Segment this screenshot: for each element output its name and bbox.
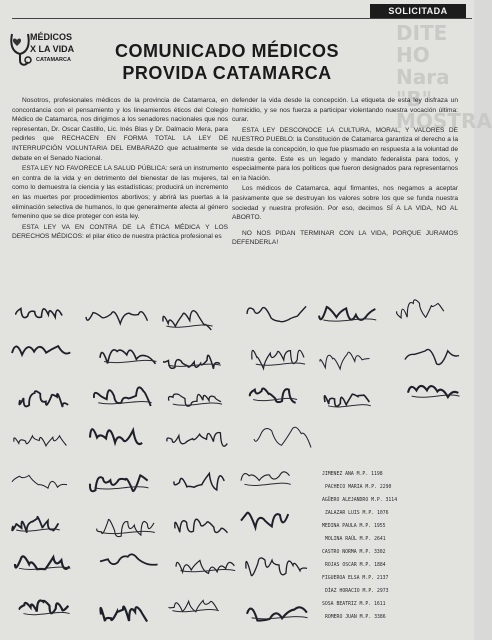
- signature: [18, 383, 72, 411]
- signature: [245, 598, 311, 624]
- handwritten-entry: MEDINA PAULA M.P. 1955: [322, 524, 386, 529]
- signature: [318, 343, 373, 374]
- headline-line-2: PROVIDA CATAMARCA: [122, 63, 332, 83]
- signature-scribble: [18, 383, 72, 411]
- signature: [18, 593, 72, 620]
- handwritten-entry: JIMENEZ ANA M.P. 1198: [322, 472, 383, 477]
- header-rule: [12, 18, 472, 19]
- signature: [12, 427, 70, 452]
- signature-scribble: [245, 298, 310, 325]
- logo-line-3: CATAMARCA: [36, 57, 71, 63]
- signature: [167, 593, 221, 616]
- body-paragraph: ESTA LEY DESCONOCE LA CULTURA, MORAL, Y VALORES DE NUESTRO PUEBLO: la Constitución de Catamarca garantiza el derecho a la vida desde la concepción, lo que fue plasmado en respuesta a la voluntad de nuestra gente. Este es un legado y mandato federalista para todos, y especialmente para los políticos que fueron designados para representarnos en la Nación.: [232, 126, 458, 182]
- body-column-right: [232, 96, 458, 249]
- signature-scribble: [395, 294, 448, 323]
- signature-scribble: [172, 464, 228, 493]
- signature: [403, 341, 463, 372]
- handwritten-entry: PACHECO MARIA M.P. 2290: [325, 485, 392, 490]
- signature-scribble: [323, 387, 373, 412]
- signature: [172, 464, 228, 493]
- signature-scribble: [245, 598, 311, 624]
- signature-scribble: [88, 467, 152, 495]
- stethoscope-icon: [8, 30, 32, 70]
- body-column-left: [12, 96, 228, 243]
- signature: [245, 298, 310, 325]
- handwritten-entry: FIGUEROA ELSA M.P. 2137: [322, 576, 389, 581]
- signature-scribble: [11, 509, 62, 537]
- signature-scribble: [98, 343, 160, 368]
- signature: [406, 379, 462, 402]
- signature: [98, 343, 160, 368]
- signature: [173, 512, 231, 539]
- headline: [92, 40, 362, 84]
- signature: [14, 300, 66, 324]
- signature-scribble: [10, 468, 71, 491]
- body-paragraph: Nosotros, profesionales médicos de la provincia de Catamarca, en concordancia con el pensamiento y los lineamientos éticos del Colegio Médico de Catamarca, nos dirigimos a los senadores nacionales que nos representan, Dr. Oscar Castillo, Lic. Inés Blas y Dr. Dalmacio Mera, para pedirles que RECHACEN EN FORMA TOTAL LA LEY DE INTERRUPCIÓN VOLUNTARIA DEL EMBARAZO que actualmente se debate en el Senado Nacional.: [12, 97, 228, 162]
- signature: [11, 509, 62, 537]
- signature: [92, 379, 155, 411]
- section-tag: SOLICITADA: [370, 4, 466, 18]
- logo-line-1: MÉDICOS: [30, 32, 73, 42]
- handwritten-entry: CASTRO NORMA M.P. 3302: [322, 550, 386, 555]
- signature: [317, 298, 379, 327]
- signature-scribble: [173, 512, 231, 539]
- signature: [13, 547, 73, 575]
- signature: [88, 467, 152, 495]
- signature: [244, 551, 311, 580]
- signature: [248, 383, 300, 405]
- signature-scribble: [12, 427, 70, 452]
- medicos-por-la-vida-logo: [8, 26, 88, 70]
- signature: [88, 420, 146, 449]
- body-paragraph: ESTA LEY NO FAVORECE LA SALUD PÚBLICA: será un instrumento en contra de la vida y en detrimento del bienestar de las mujeres, tal como lo demuestra la ciencia y las estadísticas; producirá un incremento en las muertes por procedimientos abortivos; y abrirá las puertas a la eliminación selectiva de humanos, lo que generalmente afecta al género femenino que se dice proteger con esta ley.: [12, 165, 228, 221]
- signature-scribble: [174, 551, 238, 577]
- signature: [95, 513, 158, 539]
- signature: [252, 422, 315, 450]
- handwritten-entry: DÍAZ HORACIO M.P. 2973: [325, 589, 389, 594]
- signature: [98, 548, 162, 570]
- signature-scribble: [403, 341, 463, 372]
- bleed-line: DITE HO: [396, 21, 448, 67]
- signature-scribble: [161, 303, 215, 334]
- signatures-area: [0, 290, 474, 640]
- signature-scribble: [84, 303, 151, 326]
- signature-scribble: [239, 466, 294, 490]
- signature-scribble: [406, 379, 462, 402]
- signature: [84, 303, 151, 326]
- signature: [99, 597, 151, 626]
- logo-line-2: X LA VIDA: [30, 44, 75, 54]
- body-paragraph: defender la vida desde la concepción. La etiqueta de esta ley disfraza un homicidio, y se nos fuerza a participar violentando nuestra vocación última: curar.: [232, 97, 458, 124]
- signature: [10, 468, 71, 491]
- signature-scribble: [88, 420, 146, 449]
- signature: [161, 303, 215, 334]
- headline-line-1: COMUNICADO MÉDICOS: [115, 41, 339, 61]
- handwritten-entry: MOLINA RAÚL M.P. 2641: [325, 537, 386, 542]
- handwritten-entry: ROJAS OSCAR M.P. 1884: [325, 563, 386, 568]
- handwritten-entry: ROMERO JUAN M.P. 3386: [325, 615, 386, 620]
- signature-scribble: [162, 345, 224, 372]
- signature-scribble: [13, 547, 73, 575]
- signature-scribble: [92, 379, 155, 411]
- signature-scribble: [10, 339, 74, 362]
- signature-scribble: [14, 300, 66, 324]
- signature: [162, 345, 224, 372]
- signature-scribble: [167, 593, 221, 616]
- body-paragraph: NO NOS PIDAN TERMINAR CON LA VIDA, PORQUE JURAMOS DEFENDERLA!: [232, 229, 458, 247]
- signature-scribble: [239, 505, 292, 531]
- signature: [239, 505, 292, 531]
- signature-scribble: [167, 387, 225, 410]
- handwritten-entry: SOSA BEATRIZ M.P. 1611: [322, 602, 386, 607]
- signature-scribble: [318, 343, 373, 374]
- signature: [165, 424, 231, 453]
- signature-scribble: [98, 548, 162, 570]
- signature-scribble: [244, 551, 311, 580]
- signature: [10, 339, 74, 362]
- body-paragraph: ESTA LEY VA EN CONTRA DE LA ÉTICA MÉDICA Y LOS DERECHOS MÉDICOS: el pilar ético de nuestra práctica profesional es: [12, 223, 228, 241]
- signature-scribble: [165, 424, 231, 453]
- signature: [174, 551, 238, 577]
- signature: [167, 387, 225, 410]
- signature-scribble: [250, 341, 308, 372]
- signature: [239, 466, 294, 490]
- bleed-line: MOSTRA: [396, 109, 492, 133]
- signature-scribble: [18, 593, 72, 620]
- signature-scribble: [248, 383, 300, 405]
- handwritten-entry: AGÜERO ALEJANDRO M.P. 3114: [322, 498, 398, 503]
- handwritten-entry: ZALAZAR LUIS M.P. 1076: [325, 511, 389, 516]
- signature: [250, 341, 308, 372]
- signature: [395, 294, 448, 323]
- signature-scribble: [95, 513, 158, 539]
- body-paragraph: Los médicos de Catamarca, aquí firmantes, nos negamos a aceptar pasivamente que se destruyan los valores sobre los que se funda nuestra sociedad y nuestra profesión. Por eso, decimos SÍ A LA VIDA, NO AL ABORTO.: [232, 185, 458, 222]
- signature-scribble: [317, 298, 379, 327]
- bleed-line: Nara "B": [396, 65, 450, 111]
- signature: [323, 387, 373, 412]
- signature-scribble: [252, 422, 315, 450]
- signature-scribble: [99, 597, 151, 626]
